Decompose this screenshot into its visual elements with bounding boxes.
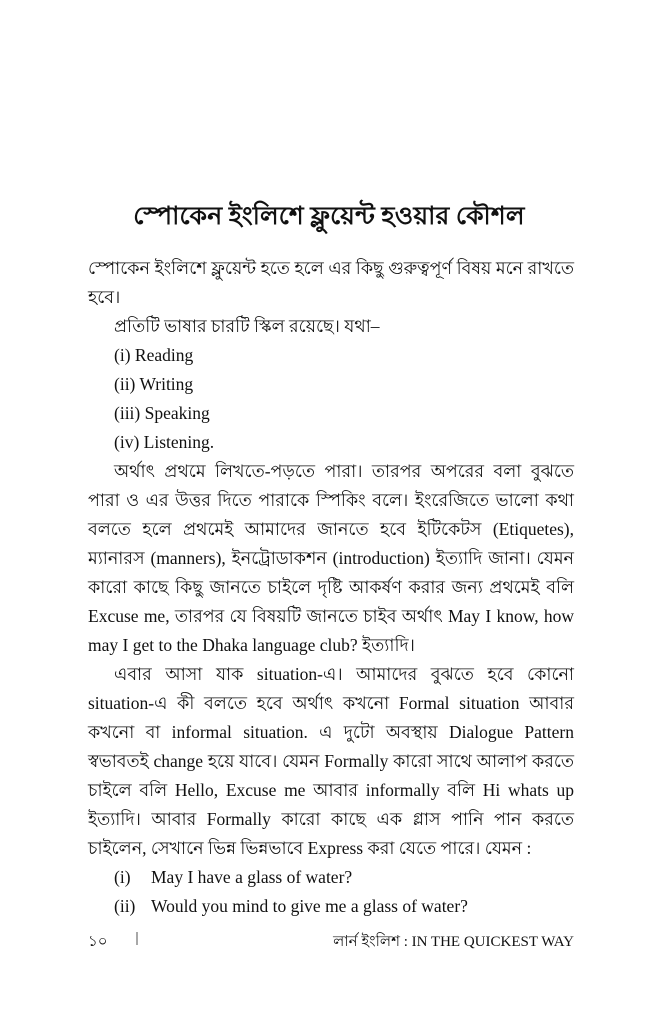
running-book-title: লার্ন ইংলিশ : IN THE QUICKEST WAY — [333, 934, 574, 950]
speaking-paragraph: অর্থাৎ প্রথমে লিখতে-পড়তে পারা। তারপর অপরের বলা বুঝতে পারা ও এর উত্তর দিতে পারাকে স্পিকিং বলে। ইংরেজিতে ভালো কথা বলতে হলে প্রথমেই আমাদের জানতে হবে ইটিকেটস (Etiquetes), ম্যানারস (manners), ইনট্রোডাকশন (introduction) ইত্যাদি জানা। যেমন কারো কাছে কিছু জানতে চাইলে দৃষ্টি আকর্ষণ করার জন্য প্রথমেই বলি Excuse me, তারপর যে বিষয়টি জানতে চাইব অর্থাৎ May I know, how may I get to the Dhaka language club? ইত্যাদি। — [88, 461, 574, 655]
example-text: Would you mind to give me a glass of water? — [151, 896, 468, 916]
footer-left — [88, 930, 139, 955]
example-number: (ii) — [114, 896, 136, 916]
example-text: May I have a glass of water? — [151, 867, 353, 887]
list-item: (i) Reading — [114, 345, 194, 365]
list-item — [88, 892, 574, 921]
chapter-title: স্পোকেন ইংলিশে ফ্লুয়েন্ট হওয়ার কৌশল — [133, 203, 525, 230]
list-item: (iii) Speaking — [114, 403, 210, 423]
examples-list — [88, 863, 574, 921]
page-footer — [88, 930, 574, 955]
intro-paragraph: স্পোকেন ইংলিশে ফ্লুয়েন্ট হতে হলে এর কিছু গুরুত্বপূর্ণ বিষয় মনে রাখতে হবে। — [88, 258, 574, 307]
list-item: (iv) Listening. — [114, 432, 215, 452]
page-number: ১০ — [88, 934, 108, 950]
skills-intro: প্রতিটি ভাষার চারটি স্কিল রয়েছে। যথা– — [114, 316, 380, 336]
situation-paragraph: এবার আসা যাক situation-এ। আমাদের বুঝতে হবে কোনো situation-এ কী বলতে হবে অর্থাৎ কখনো Formal situation আবার কখনো বা informal situation. এ দুটো অবস্থায় Dialogue Pattern স্বভাবতই change হয়ে যাবে। যেমন Formally কারো সাথে আলাপ করতে চাইলে বলি Hello, Excuse me আবার informally বলি Hi whats up ইত্যাদি। আবার Formally কারো কাছে এক গ্লাস পানি পান করতে চাইলেন, সেখানে ভিন্ন ভিন্নভাবে Express করা যেতে পারে। যেমন : — [88, 664, 574, 858]
example-number: (i) — [114, 867, 131, 887]
list-item — [88, 863, 574, 892]
list-item: (ii) Writing — [114, 374, 194, 394]
skills-list — [88, 341, 574, 457]
page-body — [88, 254, 574, 921]
footer-separator: | — [135, 930, 139, 946]
